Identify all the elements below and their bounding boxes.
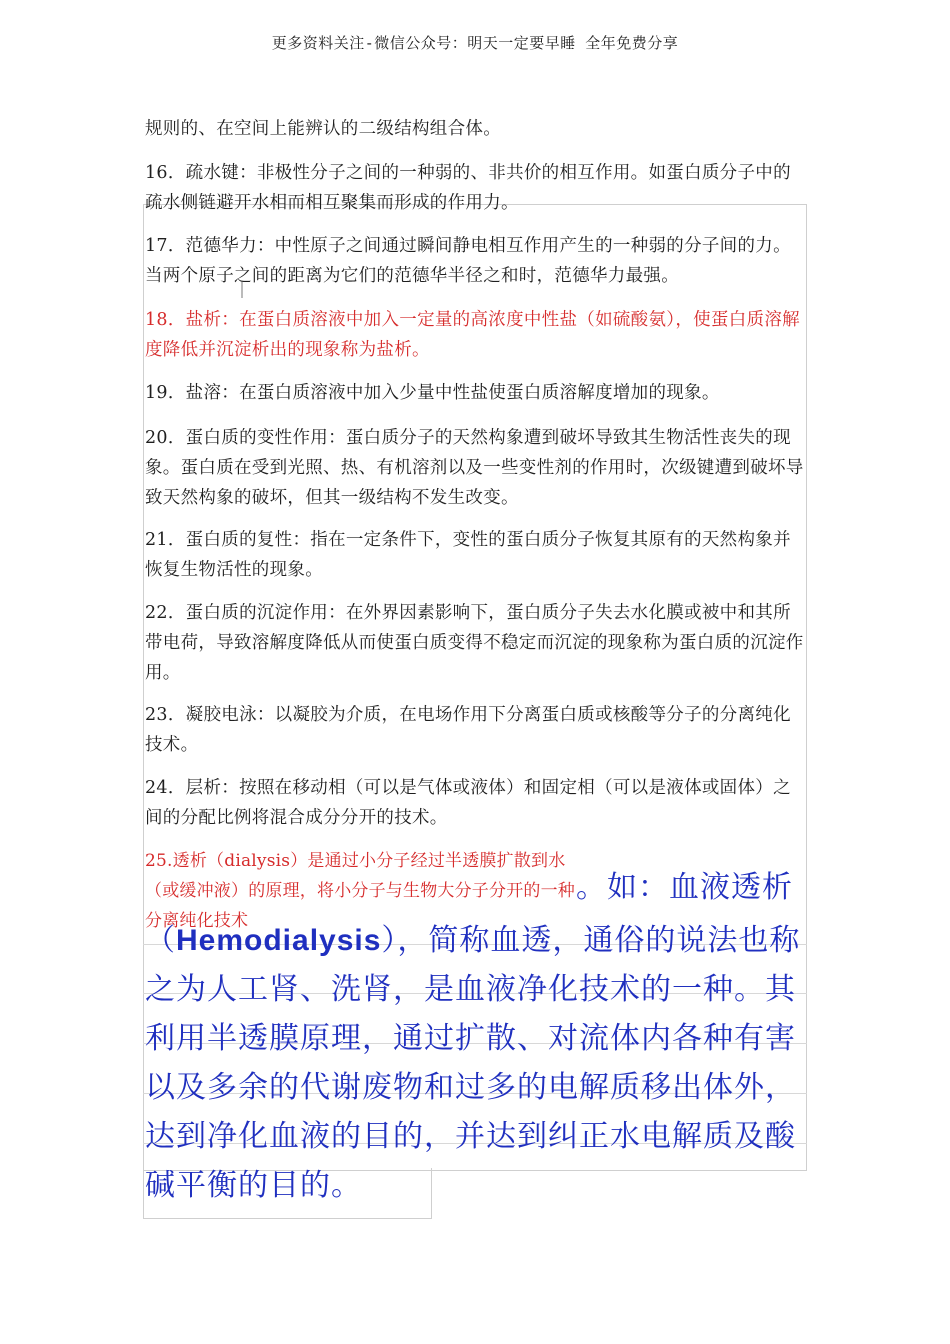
paragraph-20: 20．蛋白质的变性作用：蛋白质分子的天然构象遭到破坏导致其生物活性丧失的现象。蛋白质在受到光照、热、有机溶剂以及一些变性剂的作用时，次级键遭到破坏导致天然构象的破坏，但其一级结构不发生改变。: [145, 428, 804, 508]
paragraph-22: 22．蛋白质的沉淀作用：在外界因素影响下，蛋白质分子失去水化膜或被中和其所带电荷，导致溶解度降低从而使蛋白质变得不稳定而沉淀的现象称为蛋白质的沉淀作用。: [145, 603, 804, 683]
annotation-note: [145, 916, 807, 1210]
note-first-line: 。如：血液透析: [576, 870, 793, 905]
note-body: ），简称血透，通俗的说法也称之为人工肾、洗肾，是血液净化技术的一种。其利用半透膜原理，通过扩散、对流体内各种有害以及多余的代谢废物和过多的电解质移出体外，达到净化血液的目的，并达到纠正水电解质及酸碱平衡的目的。: [145, 923, 801, 1203]
paragraph-17: 17．范德华力：中性原子之间通过瞬间静电相互作用产生的一种弱的分子间的力。当两个原子之间的距离为它们的范德华半径之和时，范德华力最强。: [145, 236, 791, 286]
paragraph-18: 18．盐析：在蛋白质溶液中加入一定量的高浓度中性盐（如硫酸氨），使蛋白质溶解度降低并沉淀析出的现象称为盐析。: [145, 310, 800, 360]
paragraph-25-text: 25.透析（dialysis）是通过小分子经过半透膜扩散到水（或缓冲液）的原理，将小分子与生物大分子分开的一种分离纯化技术: [145, 851, 575, 931]
note-open-paren: （: [145, 923, 176, 958]
note-latin-term: Hemodialysis: [176, 924, 382, 957]
paragraph-16: 16．疏水键：非极性分子之间的一种弱的、非共价的相互作用。如蛋白质分子中的疏水侧链避开水相而相互聚集而形成的作用力。: [145, 163, 791, 213]
paragraph-24: 24．层析：按照在移动相（可以是气体或液体）和固定相（可以是液体或固体）之间的分配比例将混合成分分开的技术。: [145, 778, 791, 828]
paragraph-continuation: 规则的、在空间上能辨认的二级结构组合体。: [145, 119, 501, 139]
paragraph-21: 21．蛋白质的复性：指在一定条件下，变性的蛋白质分子恢复其原有的天然构象并恢复生物活性的现象。: [145, 530, 791, 580]
page-header: 更多资料关注-微信公众号：明天一定要早睡 全年免费分享: [271, 34, 679, 52]
paragraph-23: 23．凝胶电泳：以凝胶为介质，在电场作用下分离蛋白质或核酸等分子的分离纯化技术。: [145, 705, 791, 755]
paragraph-19: 19．盐溶：在蛋白质溶液中加入少量中性盐使蛋白质溶解度增加的现象。: [145, 383, 720, 403]
